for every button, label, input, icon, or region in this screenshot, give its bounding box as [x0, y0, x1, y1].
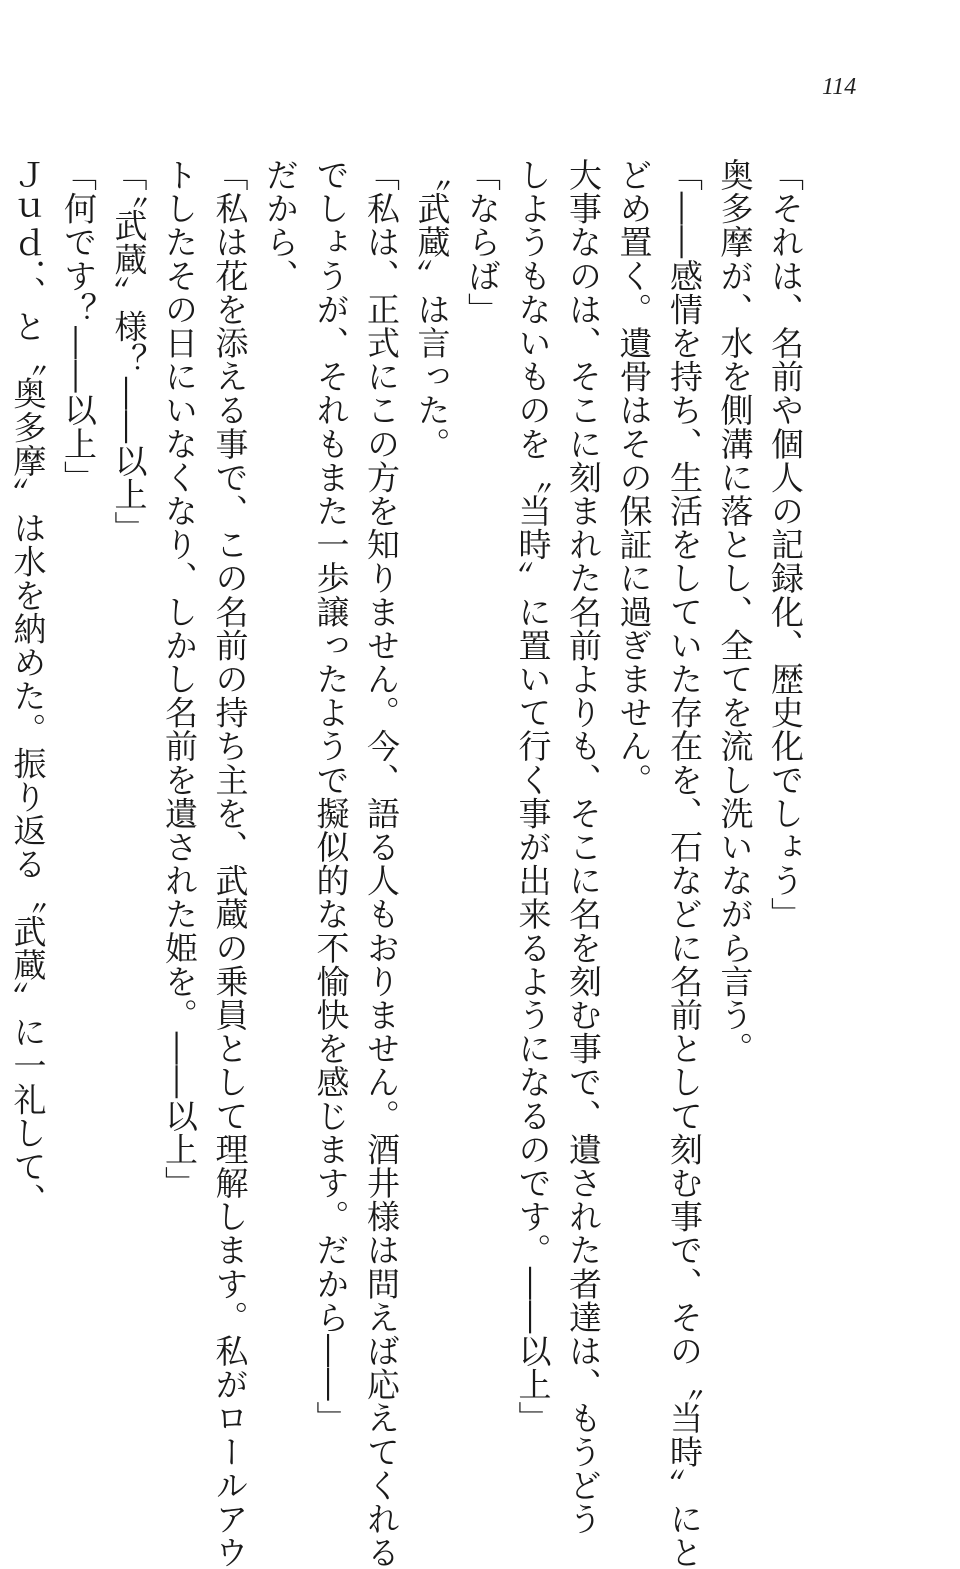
text-line: トしたその日にいなくなり、しかし名前を遺された姫を。――以上」: [160, 158, 199, 1200]
body-text: [0, 158, 810, 1569]
text-line: 「〝武蔵〟様？――以上」: [109, 158, 149, 545]
text-line: 「ならば」: [463, 158, 502, 326]
text-line: 大事なのは、そこに刻まれた名前よりも、そこに名を刻む事で、遺された者達は、もうどう: [564, 158, 603, 1536]
text-line: 「私は花を添える事で、この名前の持ち主を、武蔵の乗員として理解します。私がロールアウ: [210, 158, 250, 1569]
text-line: 「何です？――以上」: [59, 158, 98, 494]
text-line: どめ置く。遺骨はその保証に過ぎません。: [614, 158, 654, 797]
text-line: 〝武蔵〟は言った。: [412, 158, 452, 461]
text-line: 「私は、正式にこの方を知りません。今、語る人もおりません。酒井様は問えば応えてくれる: [362, 158, 401, 1569]
text-line: [0, 158, 2, 1318]
text-line: Ｊｕｄ．、と〝奥多摩〟は水を納めた。振り返る〝武蔵〟に一礼して、: [8, 158, 48, 1217]
text-line: しようもないものを〝当時〟に置いて行く事が出来るようになるのです。――以上」: [513, 158, 553, 1435]
page-number: 114: [822, 74, 857, 100]
text-line: だから、: [261, 158, 300, 293]
text-line: 「それは、名前や個人の記録化、歴史化でしょう」: [766, 158, 805, 931]
text-line: 「――感情を持ち、生活をしていた存在を、石などに名前として刻む事で、その〝当時〟にと: [665, 158, 704, 1569]
text-line: でしょうが、それもまた一歩譲ったようで擬似的な不愉快を感じます。だから――」: [311, 158, 351, 1435]
text-line: 奥多摩が、水を側溝に落とし、全てを流し洗いながら言う。: [715, 158, 755, 1066]
